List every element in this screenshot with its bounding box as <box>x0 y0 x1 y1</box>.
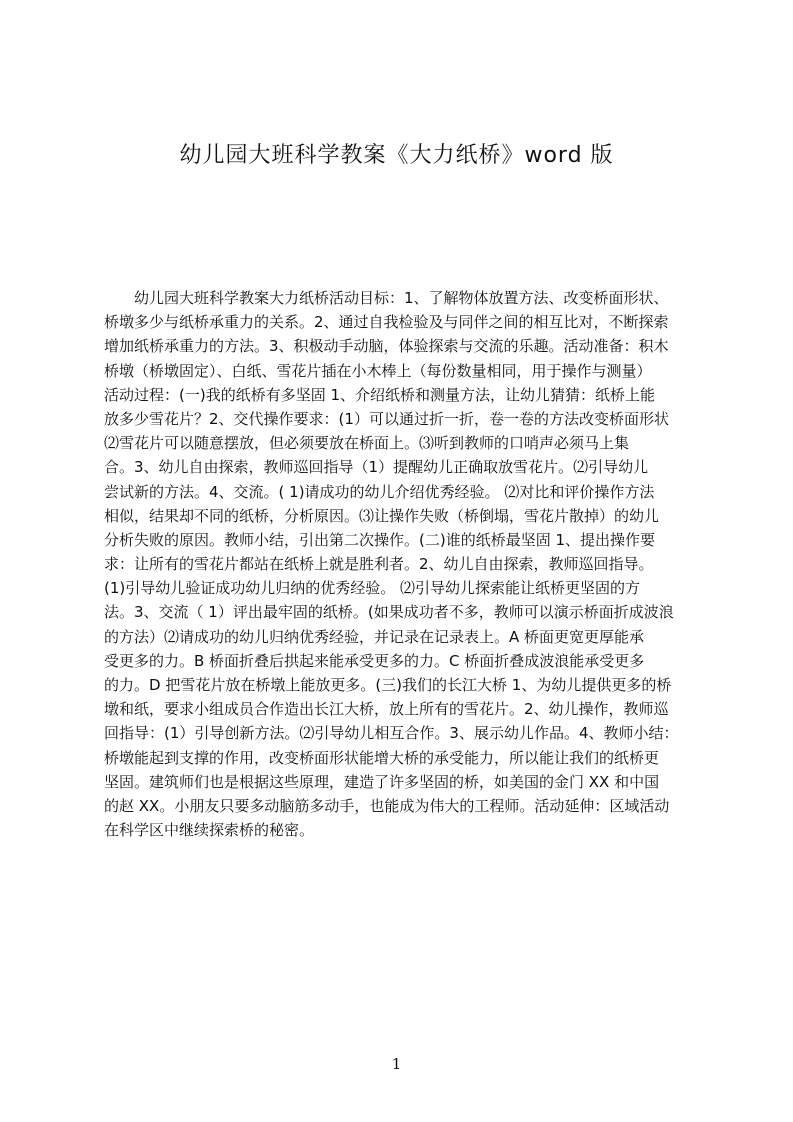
body-line: 桥墩（桥墩固定）、白纸、雪花片插在小木棒上（每份数量相同，用于操作与测量） <box>104 361 652 380</box>
body-line: 求：让所有的雪花片都站在纸桥上就是胜利者。2、幼儿自由探索，教师巡回指导。 <box>104 555 654 574</box>
body-line: 受更多的力。B 桥面折叠后拱起来能承受更多的力。C 桥面折叠成波浪能承受更多 <box>104 651 645 670</box>
body-paragraph <box>104 286 698 842</box>
body-line: 合。3、幼儿自由探索，教师巡回指导（1）提醒幼儿正确取放雪花片。⑵引导幼儿 <box>104 458 649 477</box>
body-line: 坚固。建筑师们也是根据这些原理，建造了许多坚固的桥，如美国的金门 XX 和中国 <box>104 772 660 791</box>
body-line: 在科学区中继续探索桥的秘密。 <box>104 821 315 840</box>
body-line: 桥墩能起到支撑的作用，改变桥面形状能增大桥的承受能力，所以能让我们的纸桥更 <box>104 748 660 767</box>
body-line: 法。3、交流（ 1）评出最牢固的纸桥。(如果成功者不多，教师可以演示桥面折成波浪 <box>104 603 674 622</box>
body-text-block <box>104 286 698 906</box>
body-line: ⑵雪花片可以随意摆放，但必须要放在桥面上。⑶听到教师的口哨声必须马上集 <box>104 434 630 453</box>
body-line: (1)引导幼儿验证成功幼儿归纳的优秀经验。 ⑵引导幼儿探索能让纸桥更坚固的方 <box>104 579 641 598</box>
body-line: 的方法）⑵请成功的幼儿归纳优秀经验，并记录在记录表上。A 桥面更宽更厚能承 <box>104 627 645 646</box>
body-line: 桥墩多少与纸桥承重力的关系。2、通过自我检验及与同伴之间的相互比对，不断探索 <box>104 313 669 332</box>
body-line: 尝试新的方法。4、交流。( 1)请成功的幼儿介绍优秀经验。 ⑵对比和评价操作方法 <box>104 482 655 501</box>
document-title: 幼儿园大班科学教案《大力纸桥》word 版 <box>179 143 614 168</box>
body-line: 活动过程：(一)我的纸桥有多坚固 1、介绍纸桥和测量方法，让幼儿猜猜：纸桥上能 <box>104 385 656 404</box>
body-line: 墩和纸，要求小组成员合作造出长江大桥，放上所有的雪花片。2、幼儿操作，教师巡 <box>104 700 669 719</box>
body-line: 分析失败的原因。教师小结，引出第二次操作。(二)谁的纸桥最坚固 1、提出操作要 <box>104 530 656 549</box>
body-line: 回指导：(1）引导创新方法。⑵引导幼儿相互合作。3、展示幼儿作品。4、教师小结： <box>104 724 679 743</box>
body-line: 放多少雪花片？2、交代操作要求：(1）可以通过折一折，卷一卷的方法改变桥面形状 <box>104 409 669 428</box>
body-line: 幼儿园大班科学教案大力纸桥活动目标：1、了解物体放置方法、改变桥面形状、 <box>104 289 669 307</box>
body-line: 相似，结果却不同的纸桥，分析原因。⑶让操作失败（桥倒塌，雪花片散掉）的幼儿 <box>104 506 660 525</box>
page-number: 1 <box>391 1055 402 1073</box>
body-line: 的力。D 把雪花片放在桥墩上能放更多。(三)我们的长江大桥 1、为幼儿提供更多的桥 <box>104 676 672 694</box>
body-line: 的赵 XX。小朋友只要多动脑筋多动手，也能成为伟大的工程师。活动延伸：区域活动 <box>104 796 670 815</box>
body-line: 增加纸桥承重力的方法。3、积极动手动脑，体验探索与交流的乐趣。活动准备：积木 <box>104 337 669 356</box>
